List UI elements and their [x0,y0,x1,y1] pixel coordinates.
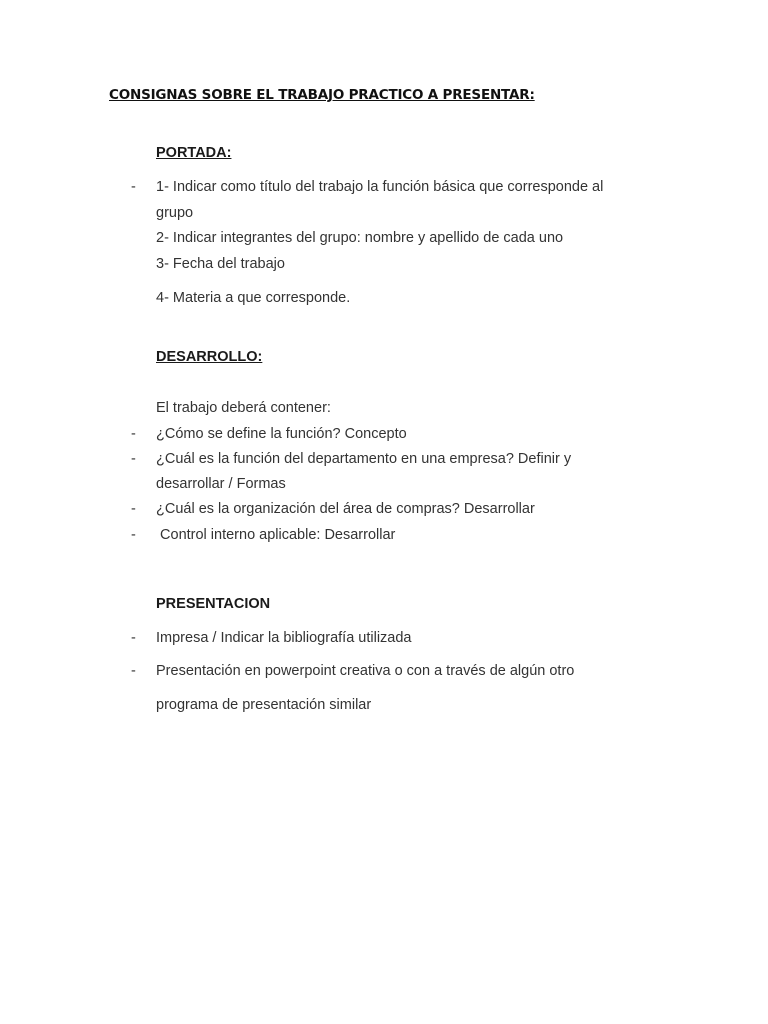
bullet-dash: - [131,501,136,517]
desarrollo-item: Control interno aplicable: Desarrollar [156,527,396,543]
portada-item: 4- Materia a que corresponde. [156,290,351,306]
portada-heading: PORTADA: [156,145,232,161]
bullet-dash: - [131,426,136,442]
presentacion-heading: PRESENTACION [156,596,271,612]
document-title: CONSIGNAS SOBRE EL TRABAJO PRACTICO A PRESENTAR: [109,87,535,103]
bullet-dash: - [131,630,136,646]
desarrollo-intro: El trabajo deberá contener: [156,400,331,416]
bullet-dash: - [131,451,136,467]
portada-item: grupo [156,205,194,221]
desarrollo-item: ¿Cuál es la función del departamento en una empresa? Definir y [156,451,572,467]
presentacion-item: Presentación en powerpoint creativa o con a través de algún otro [156,663,575,679]
desarrollo-item: ¿Cuál es la organización del área de compras? Desarrollar [156,501,535,517]
bullet-dash: - [131,527,136,543]
desarrollo-item: desarrollar / Formas [156,476,286,492]
presentacion-item: programa de presentación similar [156,697,372,713]
desarrollo-heading: DESARROLLO: [156,349,263,365]
bullet-dash: - [131,663,136,679]
portada-item: 2- Indicar integrantes del grupo: nombre y apellido de cada uno [156,230,564,246]
desarrollo-item: ¿Cómo se define la función? Concepto [156,426,407,442]
presentacion-item: Impresa / Indicar la bibliografía utilizada [156,630,412,646]
bullet-dash: - [131,179,136,195]
portada-item: 1- Indicar como título del trabajo la función básica que corresponde al [156,179,604,195]
portada-item: 3- Fecha del trabajo [156,256,285,272]
